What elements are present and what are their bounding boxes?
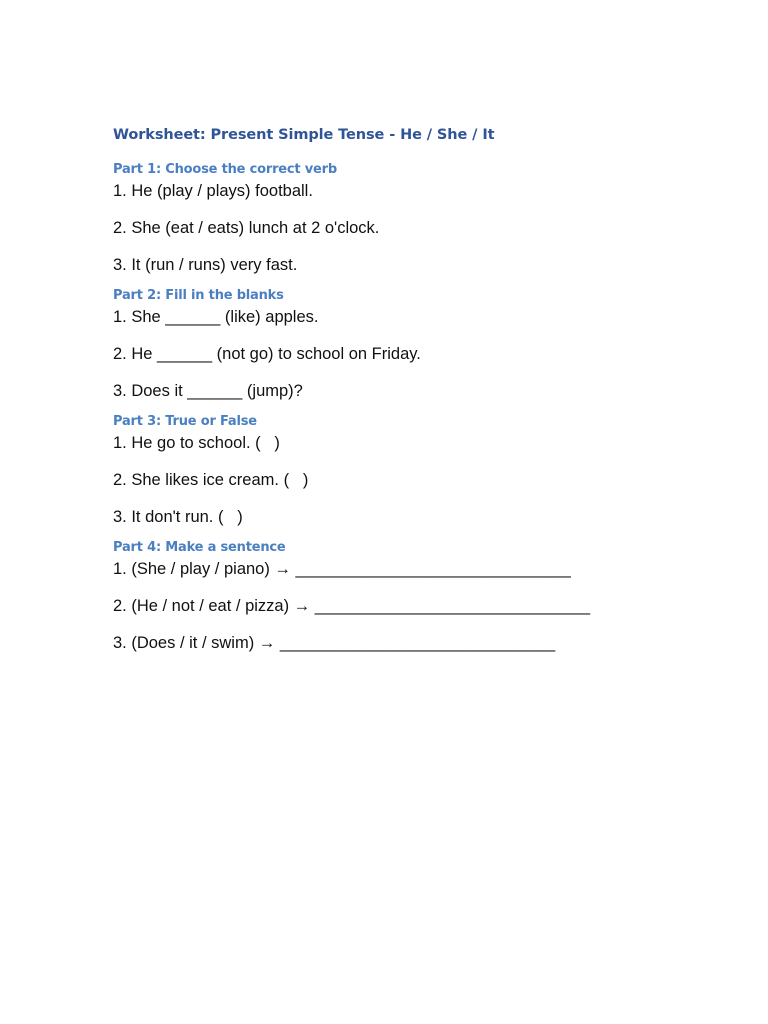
part-3-item-1: 1. He go to school. ( ) — [113, 434, 280, 452]
part-4-section — [113, 539, 713, 654]
part-2-item-2: 2. He ______ (not go) to school on Friday. — [113, 345, 421, 363]
part-2-item-1: 1. She ______ (like) apples. — [113, 308, 319, 326]
part-4-item-1: 1. (She / play / piano) → ______________________________ — [113, 560, 571, 578]
part-1-heading: Part 1: Choose the correct verb — [113, 162, 337, 177]
part-2-section — [113, 287, 713, 402]
part-3-item-3: 3. It don't run. ( ) — [113, 508, 243, 526]
part-2-heading: Part 2: Fill in the blanks — [113, 288, 284, 303]
worksheet-page — [113, 124, 713, 654]
part-4-item-2: 2. (He / not / eat / pizza) → ______________________________ — [113, 597, 591, 615]
part-1-section — [113, 161, 713, 276]
part-1-item-3: 3. It (run / runs) very fast. — [113, 256, 298, 274]
part-4-item-3: 3. (Does / it / swim) → ______________________________ — [113, 634, 556, 652]
part-1-item-2: 2. She (eat / eats) lunch at 2 o'clock. — [113, 219, 380, 237]
worksheet-title: Worksheet: Present Simple Tense - He / She / It — [113, 127, 495, 143]
part-3-section — [113, 413, 713, 528]
part-4-heading: Part 4: Make a sentence — [113, 540, 286, 555]
part-3-heading: Part 3: True or False — [113, 414, 257, 429]
part-1-item-1: 1. He (play / plays) football. — [113, 182, 313, 200]
part-2-item-3: 3. Does it ______ (jump)? — [113, 382, 303, 400]
part-3-item-2: 2. She likes ice cream. ( ) — [113, 471, 309, 489]
